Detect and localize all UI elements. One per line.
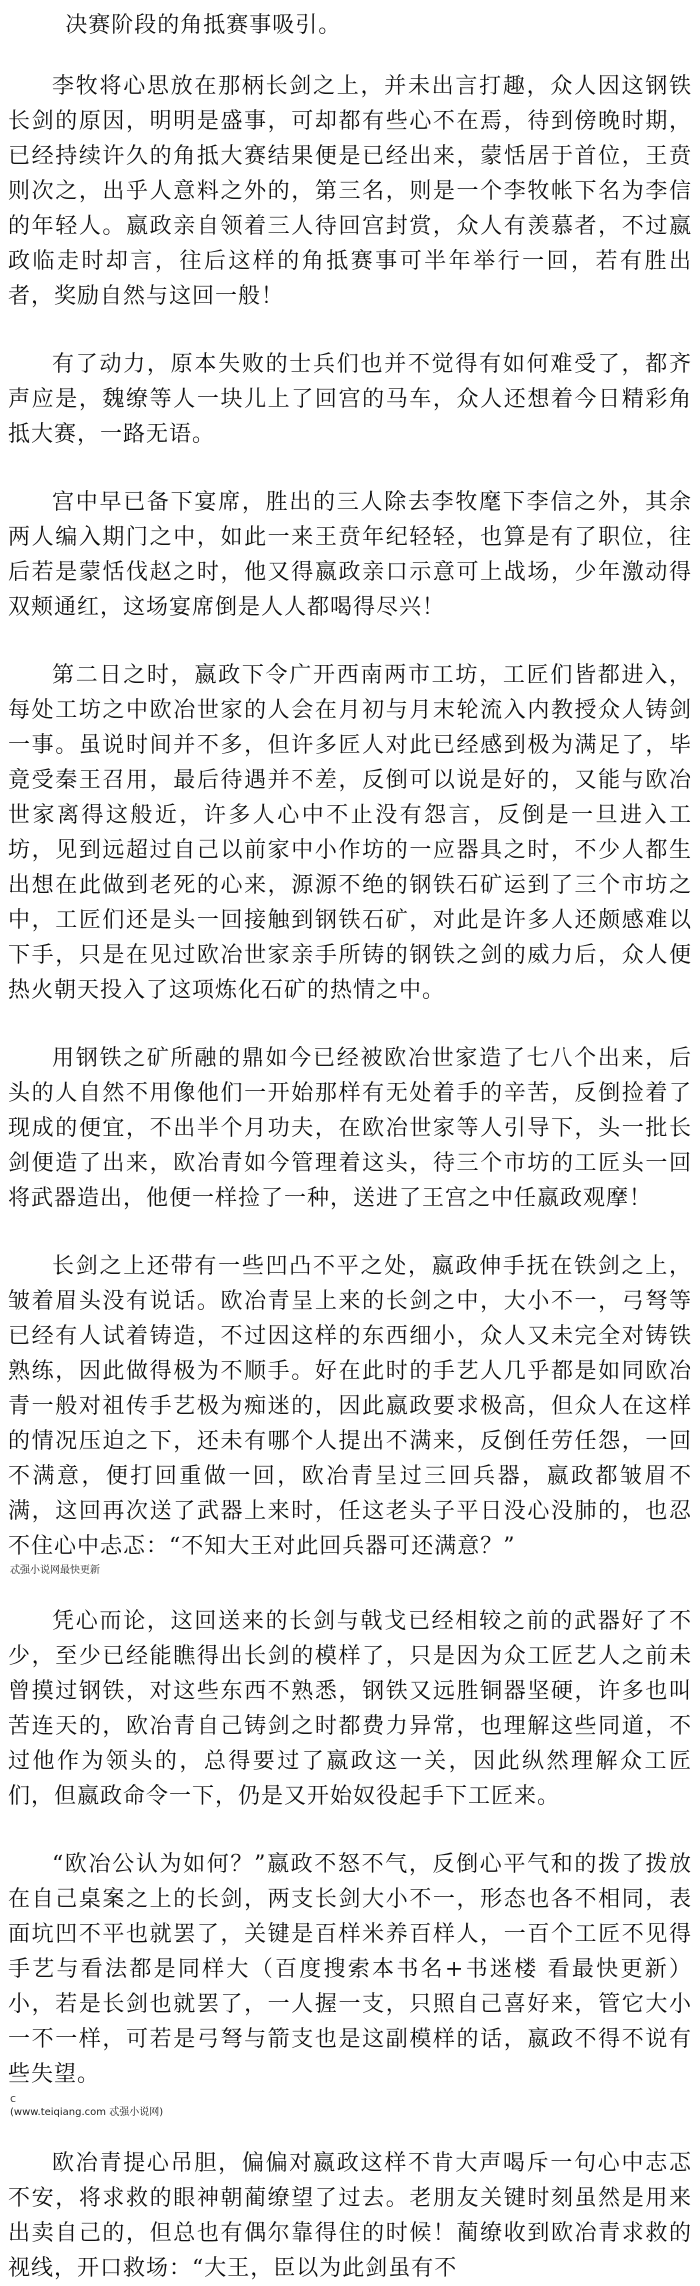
watermark-url: (www.teiqiang.com 忒强小说网) [10,2107,164,2118]
paragraph-5: 用钢铁之矿所融的鼎如今已经被欧冶世家造了七八个出来，后头的人自然不用像他们一开始那样有无处着手的辛苦，反倒捡着了现成的便宜，不出半个月功夫，在欧冶世家等人引导下，头一批长剑便造了出来，欧冶青如今管理着这头，待三个市坊的工匠头一回将武器造出，他便一样捡了一种，送进了王宫之中任嬴政观摩！ [8,1046,692,1211]
paragraph-gap [8,1008,692,1041]
paragraph-3: 宫中早已备下宴席，胜出的三人除去李牧麾下李信之外，其余两人编入期门之中，如此一来王贲年纪轻轻，也算是有了职位，往后若是蒙恬伐赵之时，他又得嬴政亲口示意可上战场，少年激动得双颊通红，这场宴席倒是人人都喝得尽兴！ [8,490,692,620]
paragraph-2: 有了动力，原本失败的士兵们也并不觉得有如何难受了，都齐声应是，魏缭等人一块儿上了回宫的马车，众人还想着今日精彩角抵大赛，一路无语。 [8,352,692,447]
stray-mark: c [10,2092,17,2105]
paragraph-gap [8,1216,692,1249]
paragraph-gap [8,2120,692,2146]
watermark-text: 忒强小说网最快更新 [10,1565,100,1576]
paragraph-6: 长剑之上还带有一些凹凸不平之处，嬴政伸手抚在铁剑之上，皱着眉头没有说话。欧冶青呈上来的长剑之中，大小不一，弓弩等已经有人试着铸造，不过因这样的东西细小，众人又未完全对铸铁熟练，因此做得极为不顺手。好在此时的手艺人几乎都是如同欧冶青一般对祖传手艺极为痴迷的，因此嬴政要求极高，但众人在这样的情况压迫之下，还未有哪个人提出不满来，反倒任劳任怨，一回不满意，便打回重做一回，欧冶青呈过三回兵器，嬴政都皱眉不满，这回再次送了武器上来时，任这老头子平日没心没肺的，也忍不住心中忐忑：“不知大王对此回兵器可还满意？” [8,1254,692,1559]
paragraph-8: “欧冶公认为如何？”嬴政不怒不气，反倒心平气和的拨了拨放在自己桌案之上的长剑，两支长剑大小不一，形态也各不相同，表面坑凹不平也就罢了，关键是百样米养百样人，一百个工匠不见得手艺与看法都是同样大（百度搜索本书名+书迷楼 看最快更新）小，若是长剑也就罢了，一人握一支，只照自己喜好来，管它大小一不一样，可若是弓弩与箭支也是这副模样的话，嬴政不得不说有些失望。 [8,1852,692,2087]
paragraph-gap [8,1578,692,1604]
paragraph-gap [8,314,692,347]
paragraph-gap [8,452,692,485]
paragraph-gap [8,43,692,69]
paragraph-7: 凭心而论，这回送来的长剑与戟戈已经相较之前的武器好了不少，至少已经能瞧得出长剑的模样了，只是因为众工匠艺人之前未曾摸过钢铁，对这些东西不熟悉，钢铁又远胜铜器坚硬，许多也叫苦连天的，欧冶青自己铸剑之时都费力异常，也理解这些同道，不过他作为领头的，总得要过了嬴政这一关，因此纵然理解众工匠们，但嬴政命令一下，仍是又开始奴役起手下工匠来。 [8,1609,692,1809]
paragraph-1: 李牧将心思放在那柄长剑之上，并未出言打趣，众人因这钢铁长剑的原因，明明是盛事，可却都有些心不在焉，待到傍晚时期，已经持续许久的角抵大赛结果便是已经出来，蒙恬居于首位，王贲则次之，出乎人意料之外的，第三名，则是一个李牧帐下名为李信的年轻人。嬴政亲自领着三人待回宫封赏，众人有羡慕者，不过嬴政临走时却言，往后这样的角抵赛事可半年举行一回，若有胜出者，奖励自然与这回一般！ [8,74,692,309]
paragraph-gap [8,1814,692,1847]
paragraph-gap [8,625,692,658]
paragraph-4: 第二日之时，嬴政下令广开西南两市工坊，工匠们皆都进入，每处工坊之中欧冶世家的人会在月初与月末轮流入内教授众人铸剑一事。虽说时间并不多，但许多匠人对此已经感到极为满足了，毕竟受秦王召用，最后待遇并不差，反倒可以说是好的，又能与欧冶世家离得这般近，许多人心中不止没有怨言，反倒是一旦进入工坊，见到远超过自己以前家中小作坊的一应器具之时，不少人都生出想在此做到老死的心来，源源不绝的钢铁石矿运到了三个市坊之中，工匠们还是头一回接触到钢铁石矿，对此是许多人还颇感难以下手，只是在见过欧冶世家亲手所铸的钢铁之剑的威力后，众人便热火朝天投入了这项炼化石矿的热情之中。 [8,663,692,1003]
paragraph-0: 决赛阶段的角抵赛事吸引。 [65,13,342,38]
paragraph-9: 欧冶青提心吊胆，偏偏对嬴政这样不肯大声喝斥一句心中志忑不安，将求救的眼神朝蔺缭望了过去。老朋友关键时刻虽然是用来出卖自己的，但总也有偶尔靠得住的时候！蔺缭收到欧冶青求救的视线，开口救场：“大王，臣以为此剑虽有不 [8,2151,692,2281]
